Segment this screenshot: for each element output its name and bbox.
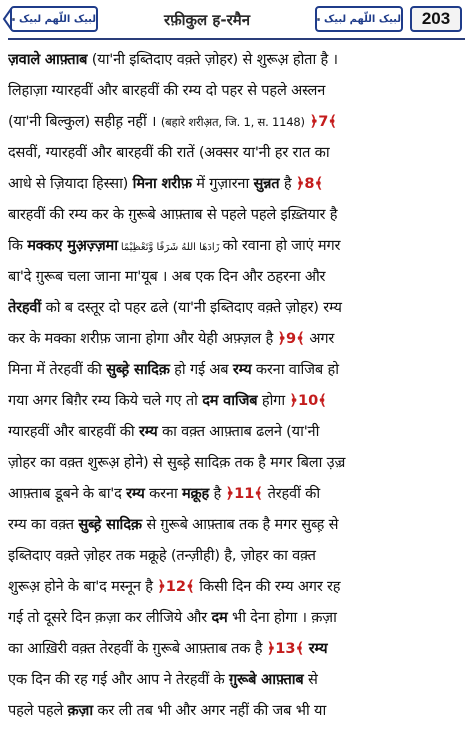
text-line [8, 199, 466, 230]
text-span: आफ़्ताब डूबने के बा'द [8, 485, 127, 502]
text-line [8, 478, 466, 509]
text-span: कर ली तब भी और अगर नहीं की जब भी या [92, 702, 327, 719]
text-line [8, 230, 466, 261]
page-running-title [108, 5, 306, 35]
arabic-phrase: زَادَهَا اللهُ شَرَفًا وَّتَعْظِيْمًا [117, 242, 223, 253]
kaaba-icon [317, 12, 320, 26]
bold-term: दम वाजिब [202, 392, 258, 409]
text-span: भी देना होगा । क़ज़ा [227, 609, 337, 626]
text-span: करना वाजिब हो [251, 361, 339, 378]
header-badge-left-text: لبیک اللّھم لبیک [19, 13, 96, 25]
text-span: (या'नी इब्तिदाए वक़्ते ज़ोहर) से शुरूअ़ होता है । [87, 51, 338, 68]
bold-term: क़ज़ा [67, 702, 93, 719]
page-number [410, 6, 462, 32]
text-line [8, 323, 466, 354]
bold-term: रम्य [138, 423, 158, 440]
bold-term: सुन्नत [253, 175, 280, 192]
text-line [8, 664, 466, 695]
rule-number: ﴿8﴾ [295, 175, 324, 192]
text-span: है [279, 175, 296, 192]
rule-number: ﴿11﴾ [225, 485, 263, 502]
text-span: आधे से ज़ियादा हिस्सा) [8, 175, 133, 192]
text-line [8, 695, 466, 726]
text-span: से ग़ुरूबे आफ़्ताब तक है मगर सुब्ह़ से [141, 516, 339, 533]
bold-term: ग़ुरूबे आफ़्ताब [228, 671, 304, 688]
text-line [8, 602, 466, 633]
text-span: हो गई अब [169, 361, 233, 378]
text-span: गया अगर बिग़ैर रम्य किये चले गए तो [8, 392, 203, 409]
bold-term: मक्कए मुअ़ज़्ज़मा [27, 237, 118, 254]
text-span: मिना में तेरहवीं की [8, 361, 107, 378]
header-badge-right [315, 6, 403, 32]
header-rule [8, 38, 465, 40]
text-span: गई तो दूसरे दिन क़ज़ा कर लीजिये और [8, 609, 212, 626]
text-span: किसी दिन की रम्य अगर रह [194, 578, 341, 595]
bold-term: रम्य [232, 361, 252, 378]
text-line [8, 354, 466, 385]
rule-number: ﴿7﴾ [304, 113, 337, 130]
bold-term: सुब्ह़े सादिक़ [106, 361, 170, 378]
text-span: दसवीं, ग्यारहवीं और बारहवीं की रातें (अक्सर या'नी हर रात का [8, 144, 330, 161]
text-span: (बहारे शरीअ़त, जि. 1, स. 1148) [160, 115, 305, 129]
text-span: होगा [257, 392, 290, 409]
text-line [8, 540, 466, 571]
page-number-text: 203 [421, 9, 451, 28]
rule-number: ﴿10﴾ [289, 392, 327, 409]
text-line [8, 416, 466, 447]
bold-term: मिना शरीफ़ [132, 175, 192, 192]
text-span: कि [8, 237, 28, 254]
text-span: (या'नी बिल्कुल) सहीह़ नहीं । [8, 113, 161, 130]
text-span: को ब दस्तूर दो पहर ढले (या'नी इब्तिदाए वक़्ते ज़ोहर) रम्य [41, 299, 342, 316]
text-span: कर के मक्का शरीफ़ जाना होगा और येही अफ़्ज़ल है [8, 330, 278, 347]
text-span: शुरूअ़ होने के बा'द मस्नून है [8, 578, 158, 595]
text-span: बा'दे ग़ुरूब चला जाना मा'यूब । अब एक दिन और ठहरना और [8, 268, 326, 285]
text-line [8, 44, 466, 75]
text-line [8, 261, 466, 292]
rule-number: ﴿9﴾ [277, 330, 305, 347]
text-span: का आख़िरी वक़्त तेरहवीं के ग़ुरूबे आफ़्ताब तक है [8, 640, 267, 657]
text-line [8, 292, 466, 323]
page-header [0, 0, 473, 42]
text-line [8, 137, 466, 168]
rule-number: ﴿13﴾ [266, 640, 305, 657]
header-badge-left [10, 6, 98, 32]
text-line [8, 106, 466, 137]
running-title-text: रफ़ीकुल ह-रमैन [163, 11, 251, 29]
text-span: का वक़्त आफ़्ताब ढलने (या'नी [157, 423, 320, 440]
text-span: को रवाना हो जाएं मगर [222, 237, 341, 254]
kaaba-icon [12, 12, 15, 26]
text-span: से [303, 671, 318, 688]
bold-term: मक्रूह [182, 485, 210, 502]
text-line [8, 447, 466, 478]
text-span: अगर [304, 330, 335, 347]
text-span: रम्य का वक़्त [8, 516, 79, 533]
text-span: एक दिन की रह गई और आप ने तेरहवीं के [8, 671, 229, 688]
text-line [8, 509, 466, 540]
text-span: लिहाज़ा ग्यारहवीं और बारहवीं की रम्य दो पहर से पहले अस्लन [8, 82, 326, 99]
text-line [8, 75, 466, 106]
text-span: करना [144, 485, 183, 502]
bold-term: सुब्ह़े सादिक़ [78, 516, 142, 533]
page-body-text [8, 44, 466, 734]
header-badge-right-text: لبیک اللّھم لبیک [324, 13, 401, 25]
text-span: ग्यारहवीं और बारहवीं की [8, 423, 139, 440]
text-line [8, 571, 466, 602]
text-span: पहले पहले [8, 702, 68, 719]
bold-term: रम्य [308, 640, 328, 657]
text-span: बारहवीं की रम्य कर के ग़ुरूबे आफ़्ताब से पहले पहले इख़्तियार है [8, 206, 338, 223]
bold-term: ज़वाले आफ़्ताब [8, 51, 88, 68]
rule-number: ﴿12﴾ [157, 578, 195, 595]
bold-term: तेरहवीं [8, 299, 42, 316]
bold-term: दम [211, 609, 228, 626]
text-span: इब्तिदाए वक़्ते ज़ोहर तक मक्रूहे (तन्ज़ीही) है, ज़ोहर का वक़्त [8, 547, 316, 564]
text-span: तेरहवीं की [262, 485, 320, 502]
text-line [8, 633, 466, 664]
text-span: में गुज़ारना [191, 175, 254, 192]
text-span: है [209, 485, 226, 502]
text-line [8, 385, 466, 416]
text-line [8, 168, 466, 199]
text-span: ज़ोहर का वक़्त शुरूअ़ होने) से सुब्ह़े सादिक़ तक है मगर बिला उ़ज़्र [8, 454, 346, 471]
bold-term: रम्य [126, 485, 145, 502]
